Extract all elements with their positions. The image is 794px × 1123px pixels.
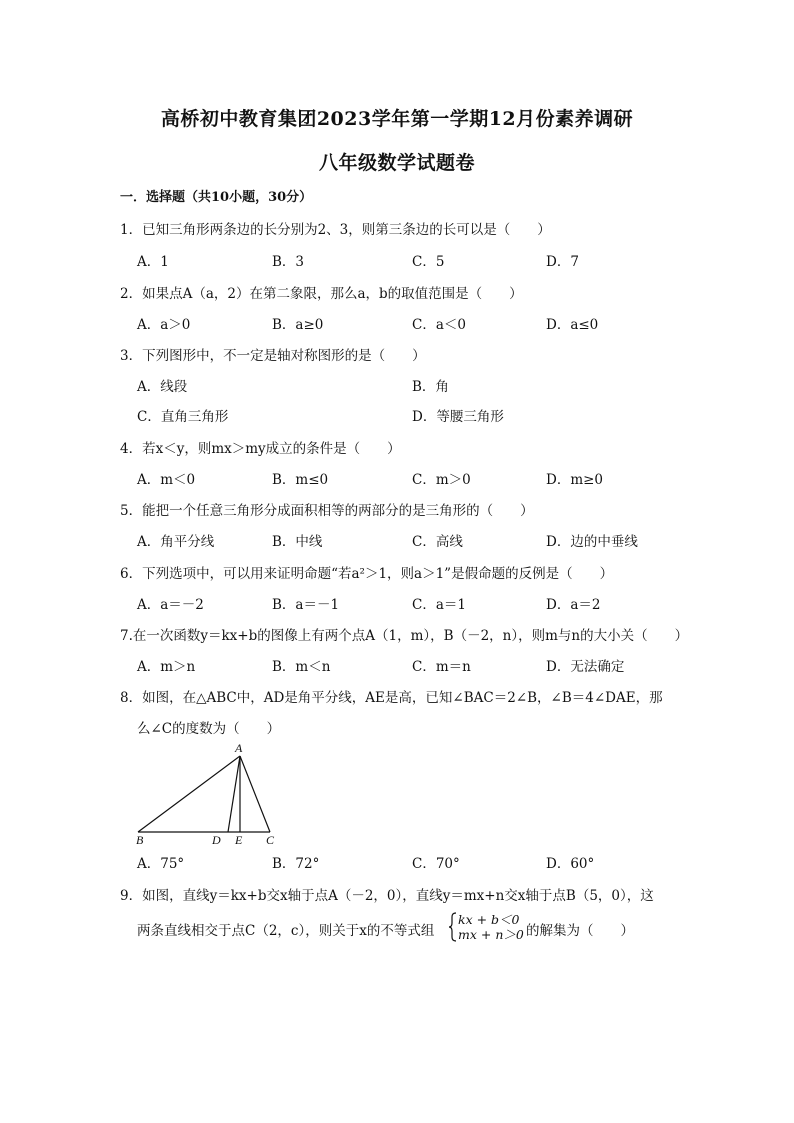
exam-subtitle: 八年级数学试题卷 xyxy=(318,152,475,174)
q1-option-a: A．1 xyxy=(137,254,169,270)
label-b: B xyxy=(136,833,144,847)
segment-ac xyxy=(240,756,270,832)
q7-option-a: A．m＞n xyxy=(137,659,196,675)
question-4-stem: 4．若x＜y，则mx＞my成立的条件是（ ） xyxy=(120,441,401,457)
question-6-stem: 6．下列选项中，可以用来证明命题“若a²＞1，则a＞1”是假命题的反例是（ ） xyxy=(120,566,614,582)
q4-option-d: D．m≥0 xyxy=(546,472,604,488)
question-9-suffix: 的解集为（ ） xyxy=(526,923,634,939)
question-5-stem: 5．能把一个任意三角形分成面积相等的两部分的是三角形的（ ） xyxy=(120,503,534,519)
q3-option-a: A．线段 xyxy=(137,379,188,395)
question-2-stem: 2．如果点A（a，2）在第二象限，那么a，b的取值范围是（ ） xyxy=(120,286,523,302)
label-c: C xyxy=(266,833,275,847)
q6-option-c: C．a＝1 xyxy=(412,597,466,613)
exam-title: 高桥初中教育集团2023学年第一学期12月份素养调研 xyxy=(160,108,634,130)
q4-option-a: A．m＜0 xyxy=(137,472,196,488)
q8-option-b: B．72° xyxy=(272,856,320,872)
label-e: E xyxy=(235,833,243,847)
triangle-figure xyxy=(136,740,296,848)
q2-option-d: D．a≤0 xyxy=(546,317,599,333)
q2-option-b: B．a≥0 xyxy=(272,317,324,333)
q1-option-d: D．7 xyxy=(546,254,579,270)
question-7-stem: 7.在一次函数y＝kx+b的图像上有两个点A（1，m），B（－2，n），则m与n的大小关（ ） xyxy=(120,628,689,644)
q5-option-c: C．高线 xyxy=(412,534,463,550)
q6-option-b: B．a＝－1 xyxy=(272,597,340,613)
q6-option-a: A．a＝－2 xyxy=(137,597,204,613)
segment-ab xyxy=(138,756,240,832)
q5-option-a: A．角平分线 xyxy=(137,534,215,550)
segment-ad xyxy=(228,756,240,832)
q4-option-b: B．m≤0 xyxy=(272,472,329,488)
q8-option-d: D．60° xyxy=(546,856,595,872)
q2-option-c: C．a＜0 xyxy=(412,317,466,333)
label-d: D xyxy=(212,833,221,847)
label-a: A xyxy=(235,741,243,755)
inequality-2: mx + n＞0 xyxy=(458,927,524,942)
question-8-stem: 8．如图，在△ABC中，AD是角平分线，AE是高，已知∠BAC＝2∠B，∠B＝4∠DAE，那 xyxy=(120,690,663,706)
q2-option-a: A．a＞0 xyxy=(137,317,191,333)
q3-option-d: D．等腰三角形 xyxy=(412,409,504,425)
q3-option-b: B．角 xyxy=(412,379,449,395)
left-brace-icon xyxy=(448,912,458,942)
question-3-stem: 3．下列图形中，不一定是轴对称图形的是（ ） xyxy=(120,348,426,364)
q8-option-c: C．70° xyxy=(412,856,460,872)
question-9-stem-line2: 两条直线相交于点C（2，c），则关于x的不等式组 xyxy=(137,923,435,939)
question-8-stem-line2: 么∠C的度数为（ ） xyxy=(137,721,281,737)
q1-option-b: B．3 xyxy=(272,254,305,270)
q8-option-a: A．75° xyxy=(137,856,185,872)
q5-option-b: B．中线 xyxy=(272,534,323,550)
q7-option-b: B．m＜n xyxy=(272,659,331,675)
question-9-stem: 9．如图，直线y＝kx+b交x轴于点A（－2，0），直线y＝mx+n交x轴于点B（5，0），这 xyxy=(120,888,654,904)
q3-option-c: C．直角三角形 xyxy=(137,409,229,425)
section-heading: 一．选择题（共10小题，30分） xyxy=(120,190,313,205)
q6-option-d: D．a＝2 xyxy=(546,597,601,613)
q4-option-c: C．m＞0 xyxy=(412,472,471,488)
q5-option-d: D．边的中垂线 xyxy=(546,534,638,550)
question-1-stem: 1．已知三角形两条边的长分别为2、3，则第三条边的长可以是（ ） xyxy=(120,222,551,238)
q7-option-d: D．无法确定 xyxy=(546,659,625,675)
q7-option-c: C．m＝n xyxy=(412,659,471,675)
inequality-1: kx + b＜0 xyxy=(458,912,520,927)
q1-option-c: C．5 xyxy=(412,254,445,270)
